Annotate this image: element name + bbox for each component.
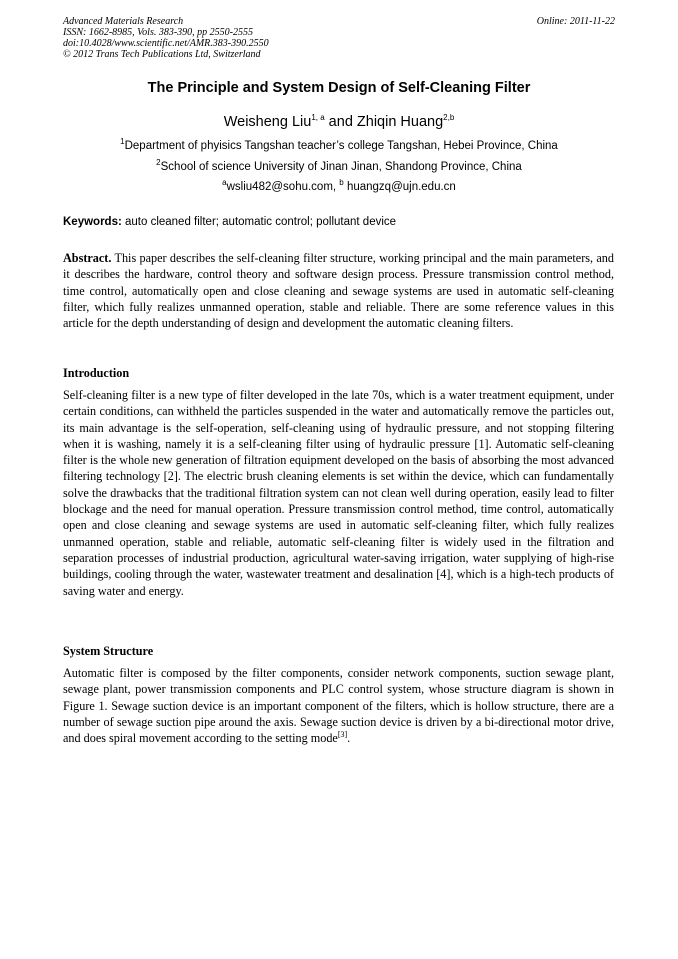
citation-ref: [3] (337, 730, 348, 740)
affiliation-1-text: Department of phyisics Tangshan teacher’s college Tangshan, Hebei Province, China (124, 140, 558, 152)
abstract-label: Abstract. (63, 251, 112, 265)
system-structure-end: . (347, 731, 351, 746)
email-line (0, 178, 678, 193)
author-2: Zhiqin Huang (356, 114, 444, 130)
paper-title: The Principle and System Design of Self-Cleaning Filter (147, 80, 531, 96)
author-1-superscript: 1, a (311, 113, 325, 123)
email-a-superscript: a (222, 178, 227, 188)
online-date: Online: 2011-11-22 (536, 16, 615, 27)
abstract-text: This paper describes the self-cleaning filter structure, working principal and the main parameters, and it describes the hardware, control theory and software design process. Pressure transmission control method, time control, automatically open and close cleaning and sewage systems are used in automatic self-cleaning filter, which fully realizes unmanned operation, stable and reliable. There are some reference values in this article for the depth understanding of design and development the automatic cleaning filters. (63, 251, 614, 331)
affiliation-1-superscript: 1 (120, 137, 125, 147)
affiliation-2-text: School of science University of Jinan Jinan, Shandong Province, China (160, 161, 522, 173)
system-structure-heading: System Structure (63, 644, 154, 658)
keywords (63, 216, 615, 228)
author-line (0, 114, 678, 130)
system-structure-paragraph (63, 665, 614, 746)
affiliation-2 (0, 158, 678, 173)
journal-header (63, 16, 615, 60)
issn-line: ISSN: 1662-8985, Vols. 383-390, pp 2550-2555 (63, 27, 253, 38)
keywords-label: Keywords: (63, 216, 122, 228)
affiliation-1 (0, 137, 678, 152)
affiliation-2-superscript: 2 (156, 158, 161, 168)
copyright-line: © 2012 Trans Tech Publications Ltd, Switzerland (63, 49, 261, 60)
email-b-superscript: b (339, 178, 344, 188)
abstract (63, 250, 614, 331)
introduction-heading: Introduction (63, 366, 130, 380)
author-conjunction: and (324, 114, 357, 130)
author-2-superscript: 2,b (443, 113, 455, 123)
system-structure-text: Automatic filter is composed by the filter components, consider network components, suction sewage plant, sewage plant, power transmission components and PLC control system, whose structure diagram is shown in Figure 1. Sewage suction device is an important component of the filters, which is hollow structure, there are a number of sewage suction pipe around the axis. Sewage suction device is driven by a bi-directional motor drive, and does spiral movement according to the setting mode (63, 666, 614, 746)
author-1: Weisheng Liu (223, 114, 312, 130)
introduction-text: Self-cleaning filter is a new type of filter developed in the late 70s, which is a water treatment equipment, under certain conditions, can withheld the particles suspended in the water and automatically remove the particles out, its main advantage is the self-operation, self-cleaning using of hydraulic pressure, and not stopping filtering when it is washing, namely it is a self-cleaning filter using of hydraulic pressure [1]. Automatic self-cleaning filter is the whole new generation of filtration equipment developed on the basis of absorbing the most advanced filtering technology [2]. The electric brush cleaning elements is set within the device, which can fundamentally solve the drawbacks that the traditional filtration system can not clean well during operation, easily lead to filter blockage and the need for manual operation. Pressure transmission control method, time control, automatically open and close cleaning and sewage systems are used in automatic self-cleaning filter, which fully realizes unmanned operation, stable and reliable, automatic self-cleaning filter is widely used in the filtration and separation processes of industrial production, agricultural water-saving irrigation, water supplying of high-rise buildings, cooling through the water, wastewater treatment and desalination [4], which is a high-tech products of saving water and energy. (63, 388, 614, 598)
doi-line: doi:10.4028/www.scientific.net/AMR.383-390.2550 (63, 38, 269, 49)
email-b: huangzq@ujn.edu.cn (343, 181, 456, 193)
journal-name: Advanced Materials Research (63, 16, 184, 27)
email-a: wsliu482@sohu.com, (226, 181, 340, 193)
keywords-text: auto cleaned filter; automatic control; pollutant device (121, 216, 397, 228)
